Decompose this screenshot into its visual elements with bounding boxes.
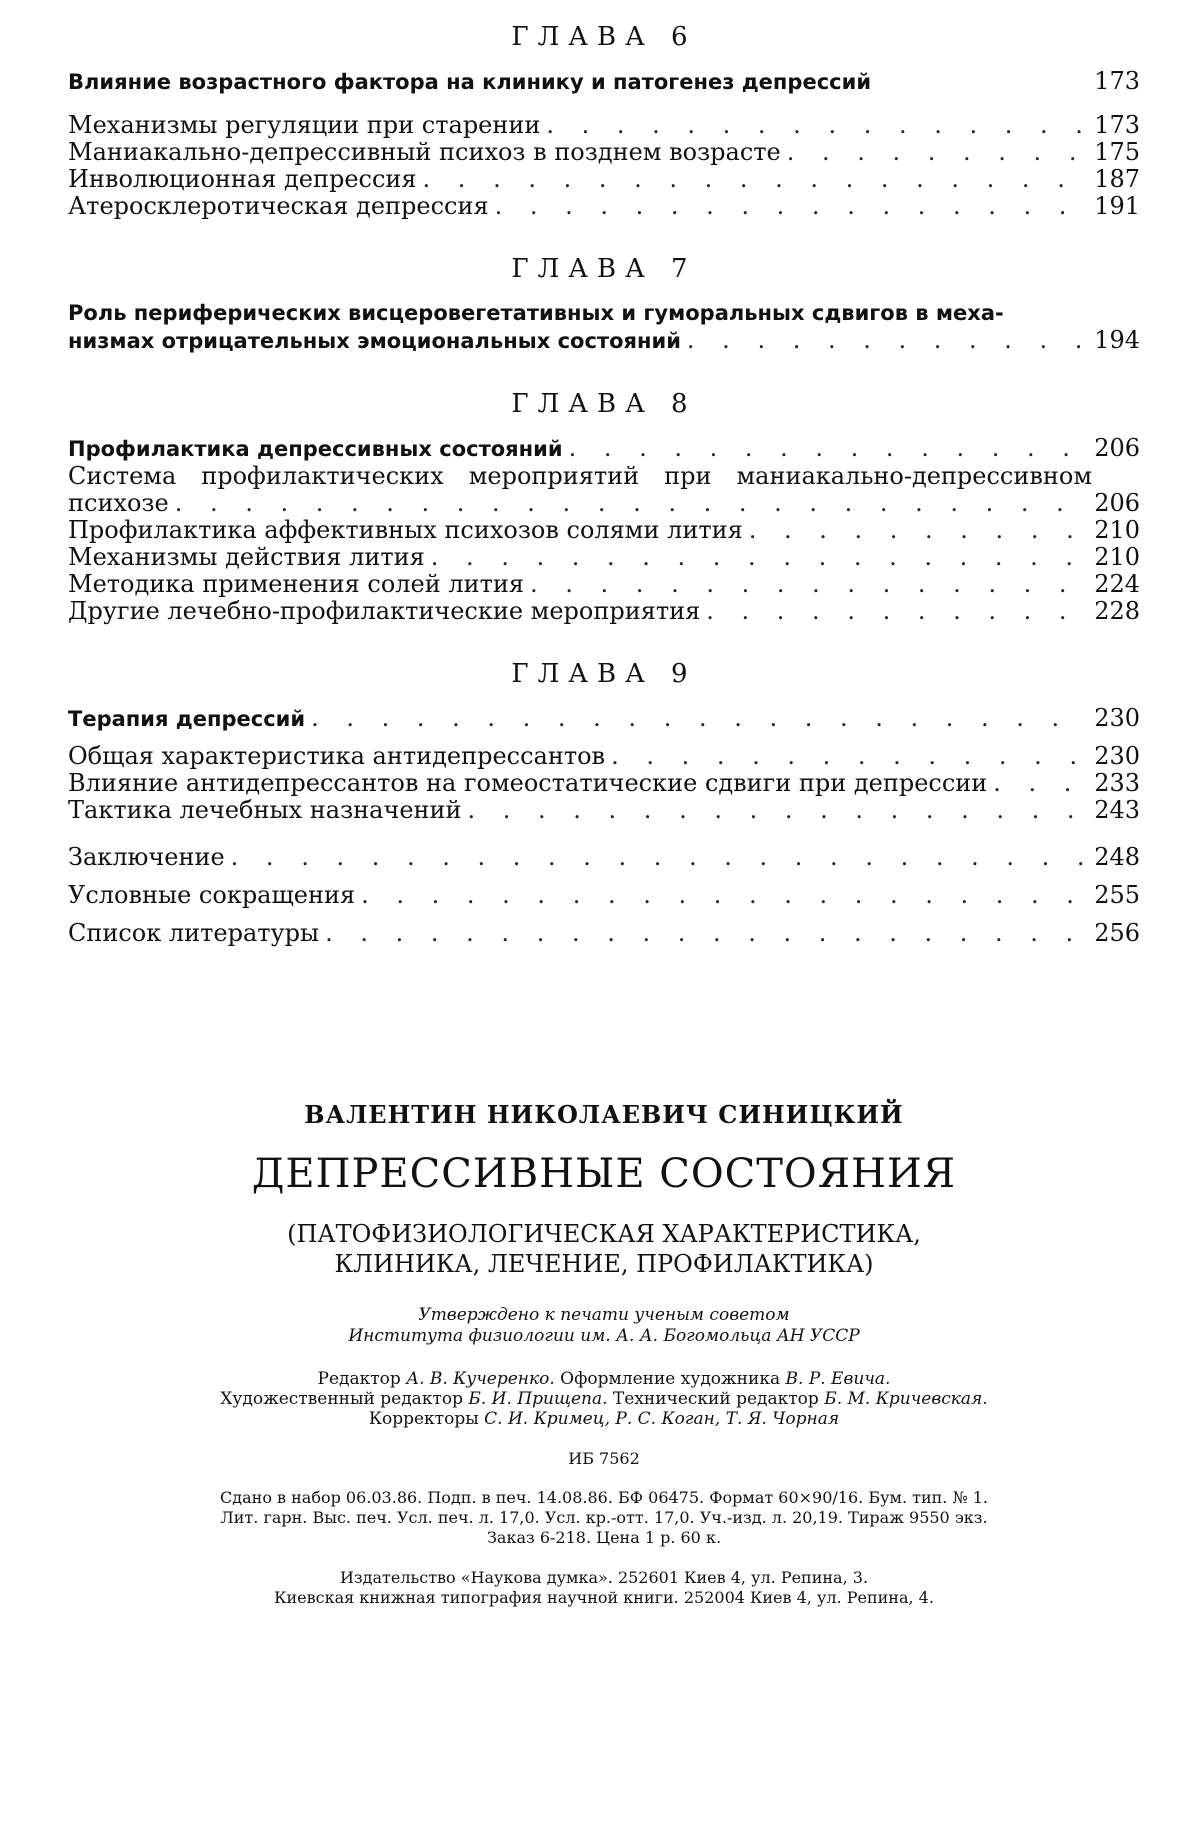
leader-dots <box>530 571 1088 598</box>
credits-line <box>68 1389 1140 1409</box>
leader-dots <box>175 490 1088 517</box>
toc-entry-label: Другие лечебно-профилактические мероприятия <box>68 597 701 625</box>
toc-entry <box>68 139 1140 166</box>
leader-dots <box>546 112 1088 139</box>
author-name: ВАЛЕНТИН НИКОЛАЕВИЧ СИНИЦКИЙ <box>304 1100 904 1129</box>
print-line: Сдано в набор 06.03.86. Подп. в печ. 14.08.86. БФ 06475. Формат 60×90/16. Бум. тип. № 1. <box>220 1488 988 1507</box>
publisher-line: Киевская книжная типография научной книги. 252004 Киев 4, ул. Репина, 4. <box>274 1588 934 1607</box>
chapter-title <box>68 435 1140 463</box>
chapter-7 <box>68 254 1140 355</box>
credits-line <box>68 1409 1140 1429</box>
toc-entry <box>68 490 1140 517</box>
toc-entry-label: Маниакально-депрессивный психоз в позднем возрасте <box>68 138 781 166</box>
ib-number: ИБ 7562 <box>568 1449 640 1468</box>
toc-entry-label: Влияние антидепрессантов на гомеостатические сдвиги при депрессии <box>68 769 988 797</box>
toc-entry-line: Система профилактических мероприятий при маниакально-депрессивном <box>68 462 1092 490</box>
page-number: 173 <box>1094 111 1140 139</box>
chapter-title <box>68 68 1140 96</box>
leader-dots <box>325 914 1088 952</box>
credit-role: Художественный редактор <box>220 1389 469 1409</box>
toc-entry-label: Профилактика аффективных психозов солями лития <box>68 516 743 544</box>
colophon <box>68 1100 1140 1608</box>
credit-role: Оформление художника <box>554 1369 786 1389</box>
leader-dots <box>311 705 1088 732</box>
chapter-title-text: Терапия депрессий <box>68 707 306 731</box>
toc-entry <box>68 166 1140 193</box>
page-number: 230 <box>1094 704 1140 732</box>
table-of-contents <box>68 22 1140 952</box>
toc-entry <box>68 743 1140 770</box>
subtitle-line: КЛИНИКА, ЛЕЧЕНИЕ, ПРОФИЛАКТИКА) <box>334 1250 874 1278</box>
approval-line: Института физиологии им. А. А. Богомольца АН УССР <box>348 1326 860 1346</box>
page-number: 187 <box>1094 165 1140 193</box>
leader-dots <box>231 838 1089 876</box>
editorial-credits <box>68 1369 1140 1429</box>
toc-entry-label: Общая характеристика антидепрессантов <box>68 742 606 770</box>
chapter-title-text: низмах отрицательных эмоциональных состояний <box>68 329 681 353</box>
approval-note <box>68 1305 1140 1347</box>
leader-dots <box>361 876 1088 914</box>
toc-entry <box>68 517 1140 544</box>
page-number: 256 <box>1094 919 1140 947</box>
chapter-6 <box>68 22 1140 220</box>
toc-entry <box>68 838 1140 876</box>
print-line: Лит. гарн. Выс. печ. Усл. печ. л. 17,0. Усл. кр.-отт. 17,0. Уч.-изд. л. 20,19. Тираж 9550 экз. <box>220 1508 988 1527</box>
chapter-9 <box>68 659 1140 824</box>
toc-entry <box>68 598 1140 625</box>
toc-entry-label: Механизмы регуляции при старении <box>68 111 541 139</box>
credit-person: Б. М. Кричевская. <box>824 1389 988 1409</box>
chapter-title <box>68 327 1140 355</box>
toc-entry <box>68 544 1140 571</box>
leader-dots <box>468 797 1089 824</box>
toc-entry <box>68 193 1140 220</box>
chapter-title <box>68 705 1140 733</box>
toc-entry <box>68 770 1140 797</box>
toc-entry-label: Методика применения солей лития <box>68 570 525 598</box>
page-number: 230 <box>1094 742 1140 770</box>
publisher-line: Издательство «Наукова думка». 252601 Киев 4, ул. Репина, 3. <box>339 1568 869 1587</box>
page-number: 175 <box>1094 138 1140 166</box>
toc-entry-label: Механизмы действия лития <box>68 543 425 571</box>
page-number: 191 <box>1094 192 1140 220</box>
page-number: 210 <box>1094 543 1140 571</box>
chapter-8 <box>68 389 1140 625</box>
page-number: 255 <box>1094 881 1140 909</box>
subtitle-line: (ПАТОФИЗИОЛОГИЧЕСКАЯ ХАРАКТЕРИСТИКА, <box>287 1220 921 1248</box>
credit-role: Технический редактор <box>607 1389 825 1409</box>
page-number: 233 <box>1094 769 1140 797</box>
book-title: ДЕПРЕССИВНЫЕ СОСТОЯНИЯ <box>251 1151 957 1197</box>
toc-entry <box>68 571 1140 598</box>
page-number: 173 <box>1094 67 1140 95</box>
page-number: 243 <box>1094 796 1140 824</box>
credit-person: А. В. Кучеренко. <box>406 1369 555 1389</box>
toc-entry-label: Условные сокращения <box>68 881 356 909</box>
toc-entry-label: психозе <box>68 489 169 517</box>
chapter-title-line: Роль периферических висцеровегетативных и гуморальных сдвигов в меха- <box>68 301 1004 325</box>
credit-person: Б. И. Прищепа. <box>468 1389 608 1409</box>
leader-dots <box>611 743 1088 770</box>
chapter-title-text: Профилактика депрессивных состояний <box>68 437 563 461</box>
credit-person: С. И. Кримец, Р. С. Коган, Т. Я. Чорная <box>484 1409 840 1429</box>
toc-entry <box>68 797 1140 824</box>
print-details <box>68 1488 1140 1548</box>
leader-dots <box>993 770 1088 797</box>
chapter-heading: ГЛАВА 9 <box>511 659 697 689</box>
toc-entry-label: Заключение <box>68 843 225 871</box>
toc-entry <box>68 876 1140 914</box>
print-line: Заказ 6-218. Цена 1 р. 60 к. <box>486 1528 722 1547</box>
page-number: 206 <box>1094 434 1140 462</box>
toc-entry-label: Тактика лечебных назначений <box>68 796 462 824</box>
publisher-info <box>68 1568 1140 1608</box>
leader-dots <box>495 193 1089 220</box>
toc-entry-label: Атеросклеротическая депрессия <box>68 192 489 220</box>
page-number: 224 <box>1094 570 1140 598</box>
chapter-heading: ГЛАВА 8 <box>511 389 697 419</box>
closing-sections <box>68 838 1140 952</box>
toc-entry <box>68 112 1140 139</box>
toc-entry-label: Список литературы <box>68 919 320 947</box>
chapter-heading: ГЛАВА 7 <box>511 254 697 284</box>
toc-entry <box>68 914 1140 952</box>
credits-line <box>68 1369 1140 1389</box>
leader-dots <box>431 544 1088 571</box>
leader-dots <box>749 517 1088 544</box>
page-number: 248 <box>1094 843 1140 871</box>
page-number: 228 <box>1094 597 1140 625</box>
toc-entry-label: Инволюционная депрессия <box>68 165 417 193</box>
page-number: 206 <box>1094 489 1140 517</box>
leader-dots <box>423 166 1089 193</box>
chapter-heading: ГЛАВА 6 <box>511 22 697 52</box>
leader-dots <box>569 435 1089 462</box>
leader-dots <box>687 327 1088 354</box>
credit-role: Редактор <box>317 1369 407 1389</box>
page-number: 210 <box>1094 516 1140 544</box>
book-subtitle <box>68 1219 1140 1279</box>
leader-dots <box>706 598 1088 625</box>
credit-person: В. Р. Евича. <box>785 1369 891 1389</box>
chapter-title-text: Влияние возрастного фактора на клинику и патогенез депрессий <box>68 70 872 94</box>
approval-line: Утверждено к печати ученым советом <box>418 1305 790 1325</box>
page-number: 194 <box>1094 326 1140 354</box>
credit-role: Корректоры <box>368 1409 485 1429</box>
leader-dots <box>787 139 1088 166</box>
